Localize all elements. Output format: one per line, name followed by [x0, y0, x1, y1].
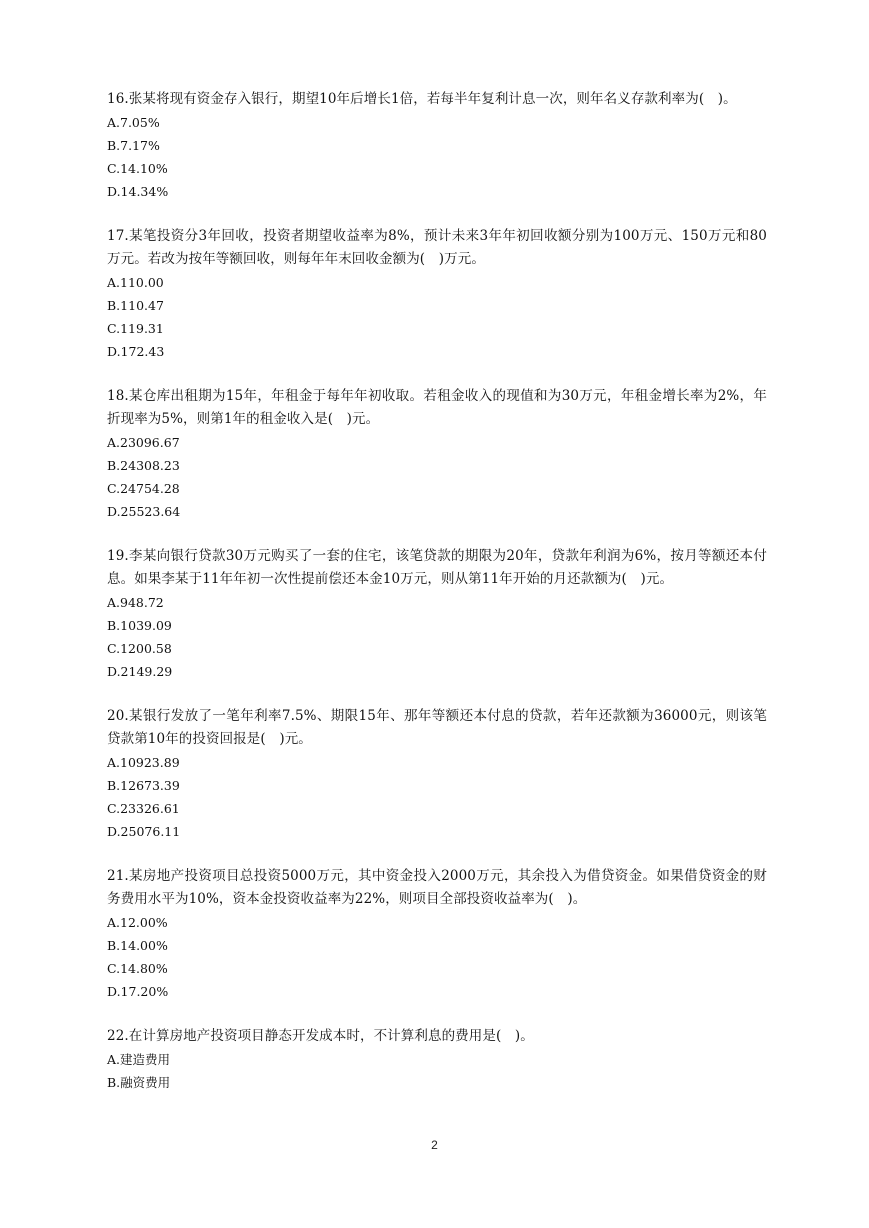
question-20: [107, 705, 767, 843]
option-a: A.948.72: [107, 595, 164, 610]
question-stem: 16.张某将现有资金存入银行，期望10年后增长1倍，若每半年复利计息一次，则年名义存款利率为( )。: [107, 91, 737, 107]
question-16: [107, 88, 767, 203]
option-d: D.172.43: [107, 344, 165, 359]
question-19: [107, 545, 767, 683]
option-d: D.25523.64: [107, 504, 181, 519]
question-stem: 18.某仓库出租期为15年，年租金于每年年初收取。若租金收入的现值和为30万元，年租金增长率为2%，年折现率为5%，则第1年的租金收入是( )元。: [107, 388, 767, 427]
option-c: C.14.80%: [107, 961, 168, 976]
question-stem: 20.某银行发放了一笔年利率7.5%、期限15年、那年等额还本付息的贷款，若年还款额为36000元，则该笔贷款第10年的投资回报是( )元。: [107, 708, 767, 747]
question-22: [107, 1025, 767, 1094]
page-number: 2: [431, 1138, 438, 1152]
option-a: A.23096.67: [107, 435, 180, 450]
option-d: D.17.20%: [107, 984, 169, 999]
option-a: A.110.00: [107, 275, 164, 290]
option-b: B.12673.39: [107, 778, 180, 793]
option-b: B.110.47: [107, 298, 164, 313]
option-d: D.14.34%: [107, 184, 169, 199]
option-b: B.1039.09: [107, 618, 172, 633]
option-c: C.14.10%: [107, 161, 168, 176]
option-d: D.25076.11: [107, 824, 181, 839]
question-17: [107, 225, 767, 363]
option-b: B.24308.23: [107, 458, 180, 473]
question-stem: 22.在计算房地产投资项目静态开发成本时，不计算利息的费用是( )。: [107, 1028, 534, 1044]
option-a: A.12.00%: [107, 915, 168, 930]
option-a: A.7.05%: [107, 115, 160, 130]
question-18: [107, 385, 767, 523]
option-b: B.14.00%: [107, 938, 168, 953]
option-d: D.2149.29: [107, 664, 173, 679]
option-a: A.10923.89: [107, 755, 180, 770]
option-c: C.1200.58: [107, 641, 172, 656]
question-stem: 17.某笔投资分3年回收，投资者期望收益率为8%，预计未来3年年初回收额分别为100万元、150万元和80万元。若改为按年等额回收，则每年年末回收金额为( )万元。: [107, 228, 767, 267]
option-b: B.7.17%: [107, 138, 160, 153]
option-a: A.建造费用: [107, 1052, 171, 1067]
question-stem: 19.李某向银行贷款30万元购买了一套的住宅，该笔贷款的期限为20年，贷款年利润为6%，按月等额还本付息。如果李某于11年年初一次性提前偿还本金10万元，则从第11年开始的月还款额为( )元。: [107, 548, 767, 587]
option-c: C.119.31: [107, 321, 164, 336]
question-stem: 21.某房地产投资项目总投资5000万元，其中资金投入2000万元，其余投入为借贷资金。如果借贷资金的财务费用水平为10%，资本金投资收益率为22%，则项目全部投资收益率为( )。: [107, 868, 767, 907]
question-list: [107, 88, 767, 1116]
option-c: C.23326.61: [107, 801, 180, 816]
question-21: [107, 865, 767, 1003]
option-b: B.融资费用: [107, 1075, 171, 1090]
option-c: C.24754.28: [107, 481, 180, 496]
